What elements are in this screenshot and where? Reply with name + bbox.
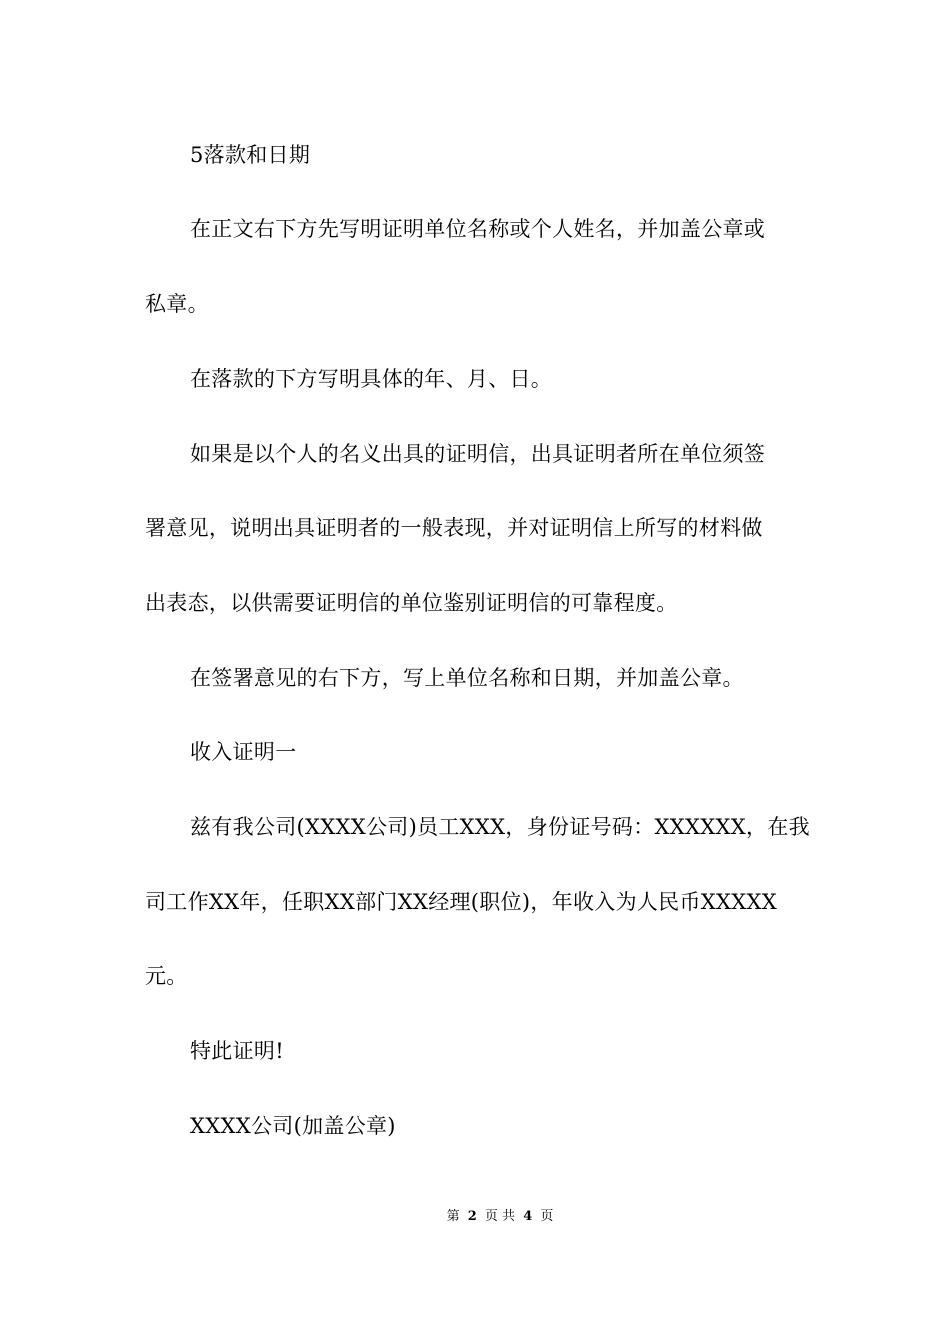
footer-prefix: 第 bbox=[446, 1209, 460, 1224]
paragraph-line: 私章。 bbox=[145, 292, 209, 316]
paragraph-line: 署意见，说明出具证明者的一般表现，并对证明信上所写的材料做 bbox=[145, 516, 763, 540]
paragraph-line: 兹有我公司(XXXX公司)员工XXX，身份证号码：XXXXXX，在我 bbox=[190, 815, 810, 839]
signature-line: XXXX公司(加盖公章) bbox=[190, 1114, 396, 1138]
page-footer bbox=[0, 1208, 950, 1226]
section-heading: 收入证明一 bbox=[190, 740, 297, 764]
paragraph-line: 在正文右下方先写明证明单位名称或个人姓名，并加盖公章或 bbox=[190, 217, 766, 241]
total-pages-number: 4 bbox=[523, 1209, 533, 1224]
paragraph-line: 在落款的下方写明具体的年、月、日。 bbox=[190, 367, 553, 391]
paragraph-line: 出表态，以供需要证明信的单位鉴别证明信的可靠程度。 bbox=[145, 591, 678, 615]
footer-middle: 页 共 bbox=[484, 1209, 516, 1224]
footer-suffix: 页 bbox=[540, 1209, 554, 1224]
paragraph-line: 特此证明! bbox=[190, 1039, 284, 1063]
paragraph-line: 司工作XX年，任职XX部门XX经理(职位)，年收入为人民币XXXXX bbox=[145, 890, 778, 914]
paragraph-line: 如果是以个人的名义出具的证明信，出具证明者所在单位须签 bbox=[190, 442, 766, 466]
section-heading: 5落款和日期 bbox=[190, 143, 311, 167]
current-page-number: 2 bbox=[467, 1209, 477, 1224]
paragraph-line: 在签署意见的右下方，写上单位名称和日期，并加盖公章。 bbox=[190, 666, 744, 690]
paragraph-line: 元。 bbox=[145, 964, 188, 988]
